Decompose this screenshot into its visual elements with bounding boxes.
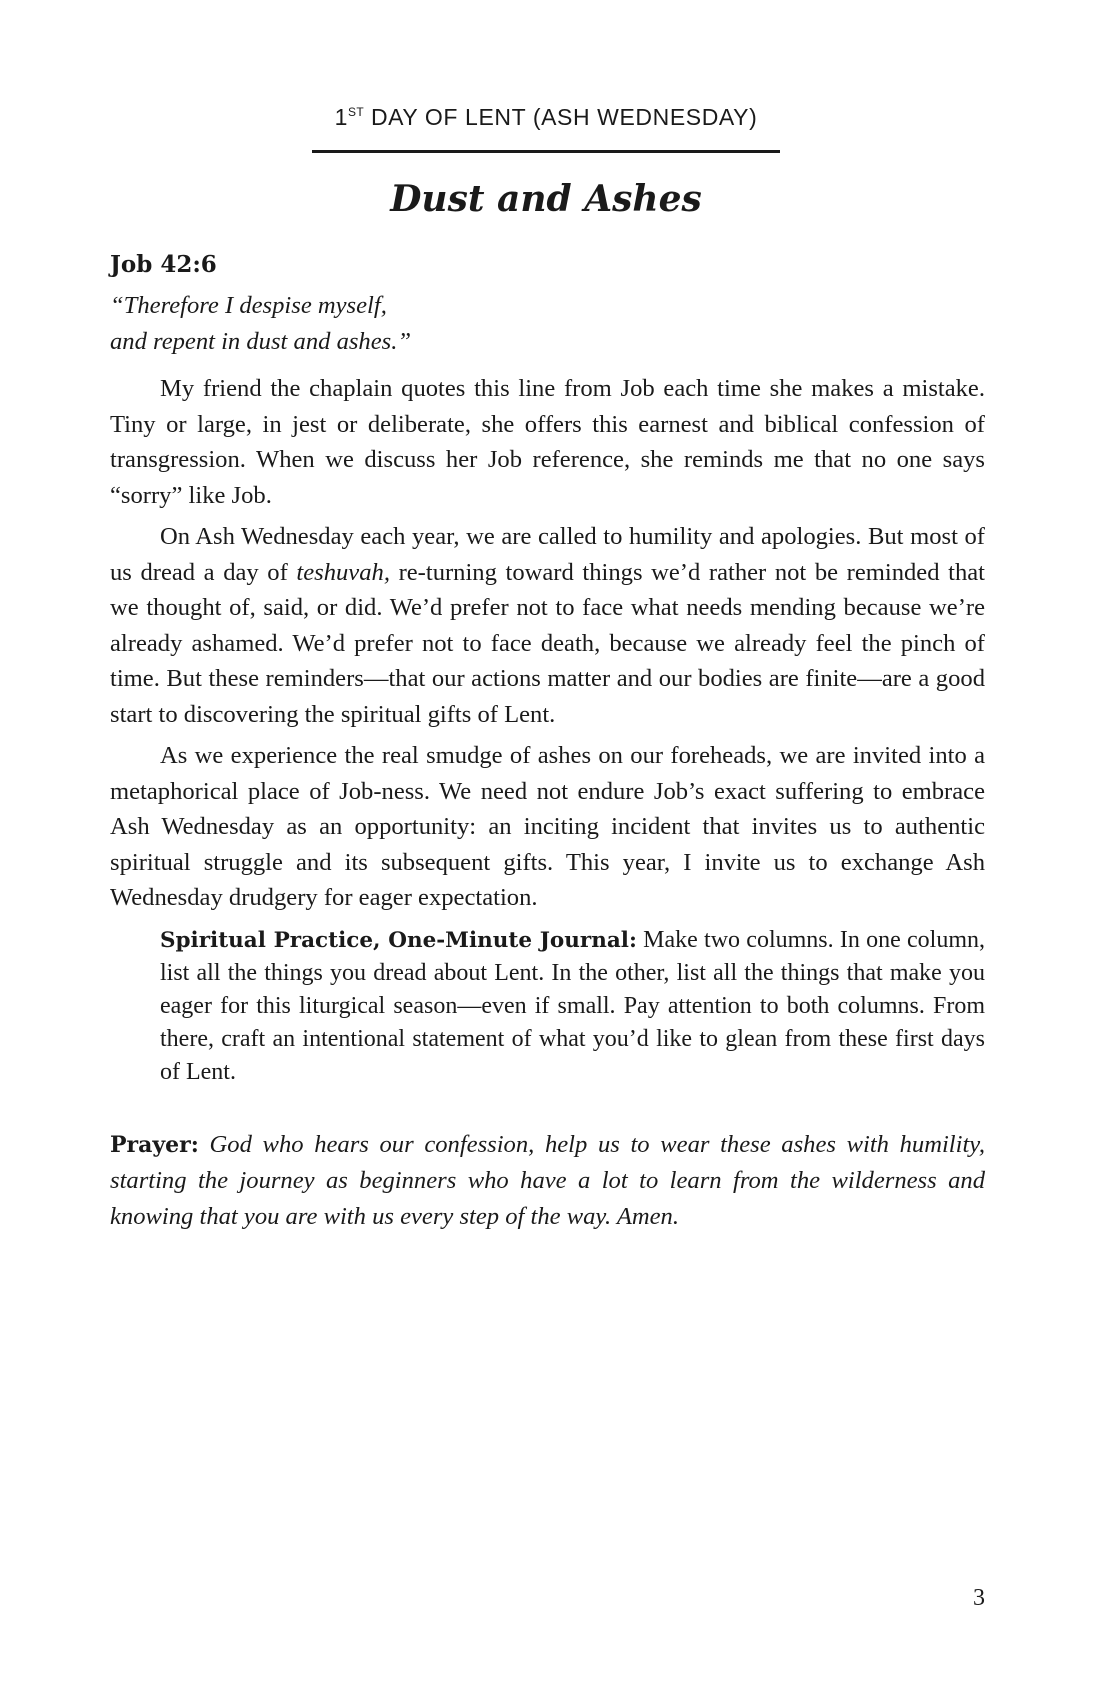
spiritual-practice-label: Spiritual Practice, One-Minute Journal: bbox=[160, 927, 637, 953]
body-text: On Ash Wednesday each year, we are called to humility and apologies. But most of us dread a day of bbox=[110, 523, 985, 586]
scripture-quote bbox=[110, 288, 985, 359]
spiritual-practice bbox=[160, 924, 985, 1089]
running-head-number: 1 bbox=[334, 104, 349, 130]
page-content bbox=[110, 248, 985, 1234]
prayer-text: God who hears our confession, help us to wear these ashes with humility, starting the journey as beginners who have a lot to learn from the wilderness and knowing that you are with us every step of the way. Amen. bbox=[110, 1130, 985, 1230]
page-number: 3 bbox=[973, 1585, 985, 1611]
body-paragraph bbox=[110, 519, 985, 732]
body-paragraph: As we experience the real smudge of ashes on our foreheads, we are invited into a metaphorical place of Job-ness. We need not endure Job’s exact suffering to embrace Ash Wednesday as an opportunity: an inciting incident that invites us to authentic spiritual struggle and its subsequent gifts. This year, I invite us to exchange Ash Wednesday drudgery for eager expectation. bbox=[110, 742, 985, 911]
hebrew-term: teshuvah, bbox=[296, 558, 390, 586]
body-text: re-turning toward things we’d rather not be reminded that we thought of, said, or did. We’d prefer not to face what needs mending because we’re already ashamed. We’d prefer not to face death, because we already feel the pinch of time. But these reminders—that our actions matter and our bodies are finite—are a good start to discovering the spiritual gifts of Lent. bbox=[110, 558, 986, 728]
header-rule bbox=[312, 150, 780, 153]
scripture-quote-line: and repent in dust and ashes.” bbox=[110, 327, 412, 355]
running-head-ordinal-suffix: ST bbox=[348, 105, 364, 119]
scripture-quote-line: “Therefore I despise myself, bbox=[110, 292, 387, 319]
running-head-text: DAY OF LENT (ASH WEDNESDAY) bbox=[363, 104, 758, 130]
running-head bbox=[312, 104, 780, 131]
prayer-label: Prayer: bbox=[110, 1131, 199, 1158]
chapter-title: Dust and Ashes bbox=[390, 178, 702, 220]
prayer bbox=[110, 1127, 985, 1235]
body-paragraph: My friend the chaplain quotes this line from Job each time she makes a mistake. Tiny or large, in jest or deliberate, she offers this earnest and biblical confession of transgression. When we discuss her Job reference, she reminds me that no one says “sorry” like Job. bbox=[110, 375, 985, 509]
spiritual-practice-text: Make two columns. In one column, list all the things you dread about Lent. In the other, list all the things that make you eager for this liturgical season—even if small. Pay attention to both columns. From there, craft an intentional statement of what you’d like to glean from these first days of Lent. bbox=[160, 926, 986, 1085]
scripture-reference: Job 42:6 bbox=[110, 251, 217, 278]
